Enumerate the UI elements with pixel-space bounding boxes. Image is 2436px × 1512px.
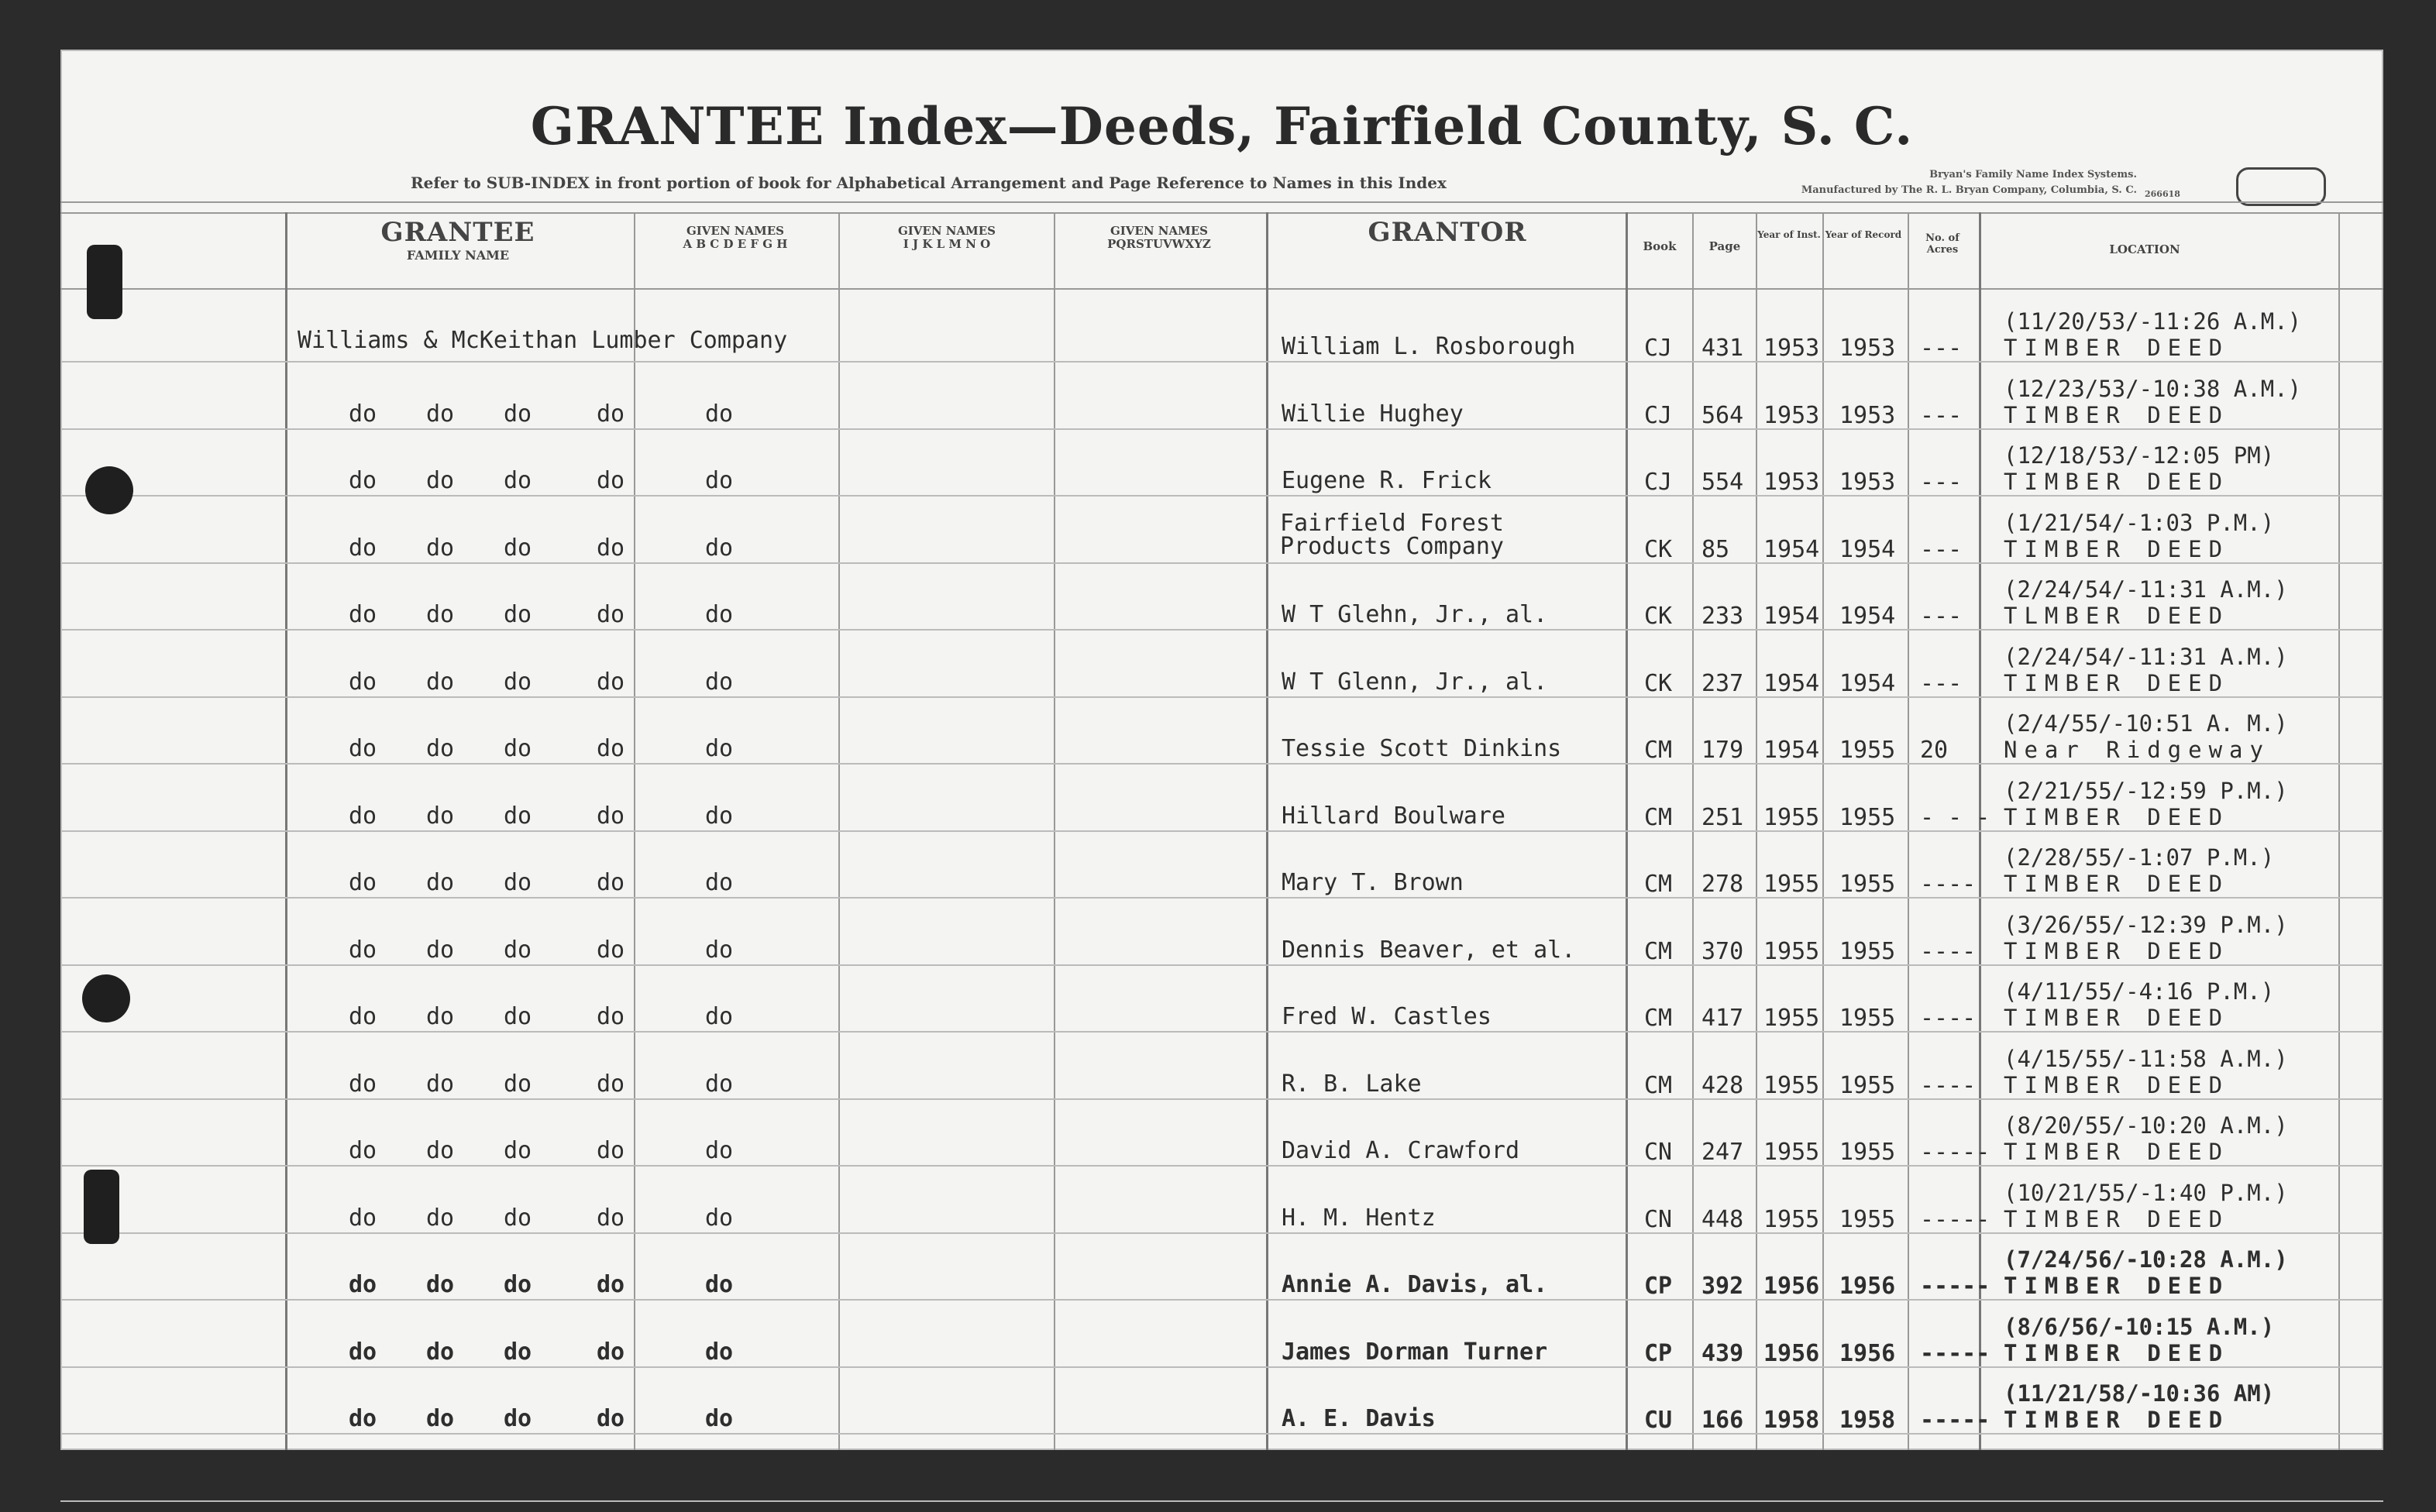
- table-row: [60, 1100, 2383, 1167]
- ditto-mark: do: [705, 534, 734, 562]
- given-names-a-title: GIVEN NAMES: [686, 224, 785, 238]
- page-number: 166: [1701, 1407, 1744, 1434]
- ditto-mark: do: [705, 1338, 734, 1366]
- ditto-mark: do: [597, 400, 625, 428]
- year-instrument: 1954: [1763, 535, 1820, 563]
- form-number: 266618: [2145, 189, 2180, 199]
- location-desc: TIMBER DEED: [2004, 535, 2230, 562]
- row-rule: [60, 1031, 2383, 1033]
- year-record: 1955: [1839, 803, 1896, 831]
- book-code: CJ: [1644, 469, 1673, 496]
- header-rule: [60, 201, 2383, 203]
- book-code: CM: [1644, 1005, 1673, 1032]
- ditto-mark: do: [705, 1405, 734, 1432]
- row-rule: [60, 1165, 2383, 1167]
- location-time: (3/26/55/-12:39 P.M.): [2004, 911, 2288, 938]
- year-instrument: 1956: [1763, 1339, 1820, 1367]
- ditto-mark: do: [597, 1137, 625, 1164]
- location-header: [1982, 243, 2307, 256]
- given-names-i-header: [840, 225, 1054, 251]
- acres-value: ---: [1920, 603, 1963, 630]
- location-time: (2/21/55/-12:59 P.M.): [2004, 777, 2288, 804]
- year-instrument: 1958: [1763, 1407, 1820, 1434]
- given-names-i-letters: I J K L M N O: [903, 237, 991, 251]
- ditto-mark: do: [504, 1003, 532, 1030]
- location-label: LOCATION: [2109, 242, 2180, 256]
- row-rule: [60, 629, 2383, 631]
- row-rule: [60, 964, 2383, 966]
- grantor-name: W T Glehn, Jr., al.: [1282, 601, 1548, 628]
- year-instrument: 1955: [1763, 1139, 1820, 1166]
- ditto-mark: do: [504, 400, 532, 428]
- ditto-mark: do: [504, 1204, 532, 1232]
- ditto-mark: do: [426, 1003, 455, 1030]
- year-record: 1955: [1839, 737, 1896, 764]
- grantor-label: GRANTOR: [1368, 217, 1527, 248]
- row-rule: [60, 562, 2383, 564]
- grantee-header: [285, 217, 631, 263]
- grantor-name: Dennis Beaver, et al.: [1282, 936, 1576, 964]
- ditto-mark: do: [349, 534, 377, 562]
- location-time: (8/20/55/-10:20 A.M.): [2004, 1112, 2288, 1139]
- table-row: [60, 363, 2383, 430]
- location-desc: TIMBER DEED: [2004, 803, 2230, 830]
- ditto-mark: do: [426, 534, 455, 562]
- grantor-name: Annie A. Davis, al.: [1282, 1271, 1548, 1298]
- ditto-mark: do: [349, 936, 377, 964]
- ditto-mark: do: [597, 1070, 625, 1098]
- year-instrument: 1953: [1763, 401, 1820, 429]
- table-row: [60, 966, 2383, 1033]
- ditto-mark: do: [504, 467, 532, 494]
- book-code: CM: [1644, 937, 1673, 965]
- acres-value: ---: [1920, 335, 1963, 362]
- table-row: [60, 698, 2383, 765]
- book-code: CK: [1644, 603, 1673, 630]
- location-time: (2/28/55/-1:07 P.M.): [2004, 844, 2275, 871]
- ditto-mark: do: [349, 1204, 377, 1232]
- row-rule: [60, 763, 2383, 765]
- ditto-mark: do: [597, 467, 625, 494]
- ditto-mark: do: [705, 802, 734, 830]
- book-code: CK: [1644, 669, 1673, 697]
- location-desc: TIMBER DEED: [2004, 871, 2230, 897]
- location-desc: TIMBER DEED: [2004, 1071, 2230, 1098]
- ditto-mark: do: [504, 1070, 532, 1098]
- row-rule: [60, 696, 2383, 698]
- location-desc: TIMBER DEED: [2004, 1205, 2230, 1232]
- page-number: 417: [1701, 1005, 1744, 1032]
- ditto-mark: do: [597, 1338, 625, 1366]
- grantor-name: W T Glenn, Jr., al.: [1282, 668, 1548, 696]
- ditto-mark: do: [426, 735, 455, 762]
- manufacturer-line-2: Manufactured by The R. L. Bryan Company, Columbia, S. C.: [1801, 184, 2137, 196]
- row-rule: [60, 428, 2383, 430]
- row-rule: [60, 1433, 2383, 1435]
- book-code: CK: [1644, 535, 1673, 563]
- book-code: CN: [1644, 1139, 1673, 1166]
- year-instrument: 1955: [1763, 937, 1820, 965]
- grantor-name: David A. Crawford: [1282, 1137, 1520, 1164]
- ditto-mark: do: [504, 936, 532, 964]
- table-row: [60, 430, 2383, 497]
- year-instrument: 1954: [1763, 603, 1820, 630]
- book-code: CM: [1644, 1071, 1673, 1099]
- location-desc: TIMBER DEED: [2004, 1339, 2230, 1366]
- ditto-mark: do: [426, 1338, 455, 1366]
- location-desc: TIMBER DEED: [2004, 669, 2230, 696]
- ditto-mark: do: [504, 601, 532, 628]
- year-record: 1954: [1839, 603, 1896, 630]
- ditto-mark: do: [349, 802, 377, 830]
- location-desc: TIMBER DEED: [2004, 1273, 2230, 1299]
- location-time: (8/6/56/-10:15 A.M.): [2004, 1313, 2275, 1340]
- page-number: 392: [1701, 1273, 1744, 1300]
- year-instrument: 1953: [1763, 335, 1820, 362]
- binder-slot-bottom: [84, 1170, 119, 1244]
- year-record: 1956: [1839, 1273, 1896, 1300]
- book-code: CP: [1644, 1273, 1673, 1300]
- year-instrument: 1955: [1763, 1071, 1820, 1099]
- grantor-name: R. B. Lake: [1282, 1070, 1422, 1098]
- ditto-mark: do: [705, 936, 734, 964]
- book-code: CM: [1644, 803, 1673, 831]
- year-record: 1953: [1839, 335, 1896, 362]
- acres-value: -----: [1920, 1273, 1990, 1300]
- year-record-label: Year of Record: [1825, 229, 1902, 240]
- ditto-mark: do: [349, 1271, 377, 1298]
- ditto-mark: do: [426, 1271, 455, 1298]
- ditto-mark: do: [426, 802, 455, 830]
- year-instrument: 1953: [1763, 469, 1820, 496]
- ditto-mark: do: [349, 1137, 377, 1164]
- page-number: 439: [1701, 1339, 1744, 1367]
- page-label: Page: [1708, 239, 1741, 253]
- year-instrument: 1954: [1763, 737, 1820, 764]
- year-instrument: 1955: [1763, 871, 1820, 898]
- year-inst-label: Year of Inst.: [1757, 229, 1821, 240]
- ditto-mark: do: [349, 1405, 377, 1432]
- location-time: (2/24/54/-11:31 A.M.): [2004, 576, 2288, 603]
- year-record: 1955: [1839, 1005, 1896, 1032]
- page-number: 233: [1701, 603, 1744, 630]
- year-record: 1955: [1839, 937, 1896, 965]
- row-rule: [60, 830, 2383, 832]
- location-desc: TIMBER DEED: [2004, 937, 2230, 964]
- ditto-mark: do: [597, 936, 625, 964]
- grantor-name: Fairfield Forest: [1280, 509, 1504, 537]
- row-rule: [60, 897, 2383, 899]
- table-row: [60, 1234, 2383, 1301]
- location-time: (1/21/54/-1:03 P.M.): [2004, 509, 2275, 536]
- acres-value: -----: [1920, 1407, 1990, 1434]
- ditto-mark: do: [705, 1204, 734, 1232]
- acres-value: - - -: [1920, 803, 1990, 831]
- year-record: 1955: [1839, 1139, 1896, 1166]
- grantor-name: Fred W. Castles: [1282, 1003, 1492, 1030]
- acres-value: -----: [1920, 1205, 1990, 1233]
- book-code: CP: [1644, 1339, 1673, 1367]
- grantor-name: H. M. Hentz: [1282, 1204, 1436, 1232]
- ditto-mark: do: [349, 1003, 377, 1030]
- acres-value: ---: [1920, 401, 1963, 429]
- grantor-name: Tessie Scott Dinkins: [1282, 735, 1562, 762]
- acres-header: [1909, 232, 1976, 256]
- given-names-a-letters: A B C D E F G H: [683, 237, 788, 251]
- ditto-mark: do: [349, 869, 377, 896]
- family-name-label: FAMILY NAME: [406, 248, 510, 263]
- grantee-name: Williams & McKeithan Lumber Company: [298, 327, 788, 354]
- ditto-mark: do: [349, 467, 377, 494]
- book-code: CN: [1644, 1205, 1673, 1233]
- ditto-mark: do: [597, 1003, 625, 1030]
- year-instrument: 1955: [1763, 803, 1820, 831]
- page-number: 564: [1701, 401, 1744, 429]
- page-number: 251: [1701, 803, 1744, 831]
- ditto-mark: do: [426, 1204, 455, 1232]
- row-rule: [60, 495, 2383, 497]
- binder-hole-lower: [82, 974, 130, 1022]
- acres-value: ---: [1920, 669, 1963, 697]
- location-desc: TIMBER DEED: [2004, 1139, 2230, 1165]
- ditto-mark: do: [504, 802, 532, 830]
- page-number: 179: [1701, 737, 1744, 764]
- book-header: [1629, 240, 1691, 253]
- given-names-p-letters: PQRSTUVWXYZ: [1107, 237, 1211, 251]
- page-number: 428: [1701, 1071, 1744, 1099]
- page-number: 278: [1701, 871, 1744, 898]
- ditto-mark: do: [504, 869, 532, 896]
- ditto-mark: do: [349, 1338, 377, 1366]
- book-code: CM: [1644, 737, 1673, 764]
- ditto-mark: do: [504, 1271, 532, 1298]
- ditto-mark: do: [597, 1405, 625, 1432]
- manufacturer-note: [1657, 167, 2137, 198]
- given-names-p-title: GIVEN NAMES: [1110, 224, 1209, 238]
- location-desc: TLMBER DEED: [2004, 603, 2230, 629]
- given-names-a-header: [634, 225, 837, 251]
- ditto-mark: do: [504, 1338, 532, 1366]
- location-time: (7/24/56/-10:28 A.M.): [2004, 1246, 2288, 1273]
- ditto-mark: do: [349, 400, 377, 428]
- book-label: Book: [1643, 239, 1677, 253]
- book-code: CJ: [1644, 335, 1673, 362]
- location-time: (11/21/58/-10:36 AM): [2004, 1380, 2275, 1407]
- year-record: 1956: [1839, 1339, 1896, 1367]
- year-record: 1954: [1839, 669, 1896, 697]
- ditto-mark: do: [597, 534, 625, 562]
- table-row: [60, 631, 2383, 698]
- page-title: GRANTEE Index—Deeds, Fairfield County, S. C.: [530, 96, 1914, 156]
- page-number: 448: [1701, 1205, 1744, 1233]
- row-rule: [60, 1098, 2383, 1100]
- ditto-mark: do: [426, 668, 455, 696]
- ditto-mark: do: [705, 601, 734, 628]
- location-desc: Near Ridgeway: [2004, 737, 2270, 763]
- page-header: [1694, 240, 1756, 253]
- grantor-name: Mary T. Brown: [1282, 869, 1464, 896]
- location-desc: TIMBER DEED: [2004, 469, 2230, 495]
- sub-index-note: Refer to SUB-INDEX in front portion of book for Alphabetical Arrangement and Page Reference to Names in this Index: [411, 174, 1447, 192]
- acres-value: ----: [1920, 937, 1977, 965]
- year-record: 1955: [1839, 871, 1896, 898]
- acres-value: ---: [1920, 469, 1963, 496]
- book-code: CM: [1644, 871, 1673, 898]
- location-desc: TIMBER DEED: [2004, 335, 2230, 361]
- ditto-mark: do: [504, 735, 532, 762]
- given-names-p-header: [1055, 225, 1263, 251]
- year-record: 1954: [1839, 535, 1896, 563]
- ditto-mark: do: [426, 1070, 455, 1098]
- ditto-mark: do: [349, 668, 377, 696]
- location-desc: TIMBER DEED: [2004, 401, 2230, 428]
- table-row: [60, 1033, 2383, 1100]
- ditto-mark: do: [705, 467, 734, 494]
- ditto-mark: do: [349, 601, 377, 628]
- location-time: (11/20/53/-11:26 A.M.): [2004, 308, 2302, 335]
- acres-value: ----: [1920, 1005, 1977, 1032]
- ditto-mark: do: [504, 1137, 532, 1164]
- table-row: [60, 296, 2383, 363]
- table-row: [60, 1368, 2383, 1435]
- page-number: 247: [1701, 1139, 1744, 1166]
- index-tab-oval: [2236, 167, 2326, 206]
- grantor-name: Hillard Boulware: [1282, 802, 1505, 830]
- ditto-mark: do: [426, 869, 455, 896]
- location-time: (12/18/53/-12:05 PM): [2004, 442, 2275, 469]
- ditto-mark: do: [597, 735, 625, 762]
- ditto-mark: do: [349, 735, 377, 762]
- ditto-mark: do: [504, 534, 532, 562]
- manufacturer-line-1: Bryan's Family Name Index Systems.: [1929, 169, 2137, 180]
- year-record: 1953: [1839, 401, 1896, 429]
- ditto-mark: do: [426, 400, 455, 428]
- ditto-mark: do: [705, 869, 734, 896]
- grantor-name: James Dorman Turner: [1282, 1338, 1548, 1366]
- year-record: 1958: [1839, 1407, 1896, 1434]
- ditto-mark: do: [426, 467, 455, 494]
- grantor-name: Eugene R. Frick: [1282, 467, 1492, 494]
- ditto-mark: do: [426, 1137, 455, 1164]
- ditto-mark: do: [705, 1137, 734, 1164]
- table-row: [60, 765, 2383, 832]
- year-instrument: 1956: [1763, 1273, 1820, 1300]
- acres-value: ---: [1920, 535, 1963, 563]
- year-record: 1955: [1839, 1205, 1896, 1233]
- book-code: CJ: [1644, 401, 1673, 429]
- year-record-header: [1822, 229, 1904, 240]
- ditto-mark: do: [705, 668, 734, 696]
- table-row: [60, 497, 2383, 564]
- grantor-name: William L. Rosborough: [1282, 333, 1576, 360]
- acres-value: ----: [1920, 1071, 1977, 1099]
- location-time: (12/23/53/-10:38 A.M.): [2004, 375, 2302, 402]
- row-rule: [60, 1500, 2383, 1502]
- row-rule: [60, 1299, 2383, 1301]
- ditto-mark: do: [426, 601, 455, 628]
- ditto-mark: do: [597, 1204, 625, 1232]
- grantor-name: A. E. Davis: [1282, 1405, 1436, 1432]
- ditto-mark: do: [705, 1070, 734, 1098]
- table-row: [60, 832, 2383, 899]
- ditto-mark: do: [705, 400, 734, 428]
- row-rule: [60, 1366, 2383, 1368]
- ditto-mark: do: [349, 1070, 377, 1098]
- location-desc: TIMBER DEED: [2004, 1005, 2230, 1031]
- table-row: [60, 1301, 2383, 1368]
- ditto-mark: do: [597, 1271, 625, 1298]
- ditto-mark: do: [504, 1405, 532, 1432]
- binder-hole-upper: [85, 466, 133, 514]
- location-time: (10/21/55/-1:40 P.M.): [2004, 1179, 2288, 1206]
- table-row: [60, 564, 2383, 631]
- grantor-header: [1269, 217, 1626, 248]
- location-time: (2/24/54/-11:31 A.M.): [2004, 643, 2288, 670]
- column-header-rule: [60, 288, 2383, 290]
- ditto-mark: do: [705, 735, 734, 762]
- row-rule: [60, 1232, 2383, 1234]
- page-number: 237: [1701, 669, 1744, 697]
- acres-value: -----: [1920, 1139, 1990, 1166]
- book-code: CU: [1644, 1407, 1673, 1434]
- year-record: 1955: [1839, 1071, 1896, 1099]
- ditto-mark: do: [597, 869, 625, 896]
- grantor-name-line-2: Products Company: [1280, 532, 1504, 560]
- acres-value: ----: [1920, 871, 1977, 898]
- year-instrument: 1954: [1763, 669, 1820, 697]
- grantor-name: Willie Hughey: [1282, 400, 1464, 428]
- ditto-mark: do: [597, 802, 625, 830]
- table-row: [60, 1167, 2383, 1234]
- ditto-mark: do: [705, 1271, 734, 1298]
- acres-value: 20: [1920, 737, 1949, 764]
- year-record: 1953: [1839, 469, 1896, 496]
- header-rule-lower: [60, 212, 2383, 214]
- given-names-i-title: GIVEN NAMES: [897, 224, 996, 238]
- location-time: (2/4/55/-10:51 A. M.): [2004, 710, 2288, 737]
- table-row: [60, 899, 2383, 966]
- acres-label: No. of Acres: [1925, 232, 1959, 256]
- year-instrument: 1955: [1763, 1005, 1820, 1032]
- page-number: 431: [1701, 335, 1744, 362]
- binder-slot-top: [87, 245, 122, 319]
- ditto-mark: do: [426, 1405, 455, 1432]
- year-inst-header: [1757, 229, 1821, 240]
- ditto-mark: do: [504, 668, 532, 696]
- location-time: (4/11/55/-4:16 P.M.): [2004, 978, 2275, 1005]
- index-card: [60, 50, 2383, 1450]
- ditto-mark: do: [426, 936, 455, 964]
- page-number: 554: [1701, 469, 1744, 496]
- ditto-mark: do: [597, 601, 625, 628]
- row-rule: [60, 361, 2383, 363]
- acres-value: -----: [1920, 1339, 1990, 1367]
- location-desc: TIMBER DEED: [2004, 1407, 2230, 1433]
- year-instrument: 1955: [1763, 1205, 1820, 1233]
- page-number: 85: [1701, 535, 1730, 563]
- grantee-label: GRANTEE: [380, 217, 535, 248]
- location-time: (4/15/55/-11:58 A.M.): [2004, 1045, 2288, 1072]
- page-number: 370: [1701, 937, 1744, 965]
- ditto-mark: do: [597, 668, 625, 696]
- ditto-mark: do: [705, 1003, 734, 1030]
